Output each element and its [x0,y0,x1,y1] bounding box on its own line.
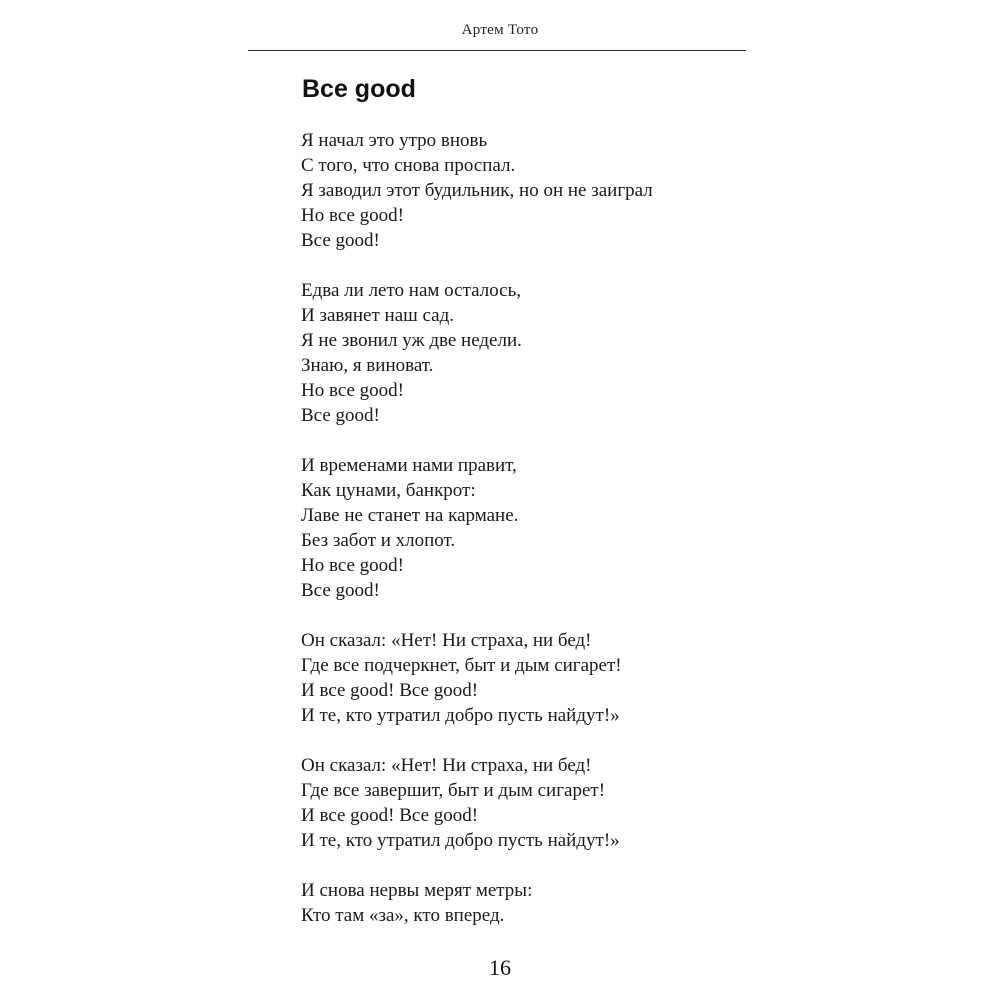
poem-line: Но все good! [301,555,405,576]
poem-line: Знаю, я виноват. [301,355,434,376]
poem-line: Но все good! [301,205,405,226]
poem-line: И те, кто утратил добро пусть найдут!» [301,705,620,726]
poem-line: Кто там «за», кто вперед. [301,905,505,926]
poem-body [301,128,761,953]
poem-line: Я заводил этот будильник, но он не заиграл [301,180,653,201]
stanza-4 [301,628,761,728]
poem-line: Все good! [301,230,380,251]
poem-line: Где все подчеркнет, быт и дым сигарет! [301,655,622,676]
poem-line: Все good! [301,405,380,426]
poem-line: Я начал это утро вновь [301,130,488,151]
poem-line: Но все good! [301,380,405,401]
poem-line: Едва ли лето нам осталось, [301,280,522,301]
poem-line: Где все завершит, быт и дым сигарет! [301,780,606,801]
poem-line: Он сказал: «Нет! Ни страха, ни бед! [301,755,592,776]
poem-line: И те, кто утратил добро пусть найдут!» [301,830,620,851]
poem-line: Без забот и хлопот. [301,530,456,551]
poem-line: Он сказал: «Нет! Ни страха, ни бед! [301,630,592,651]
poem-line: И все good! Все good! [301,805,479,826]
stanza-3 [301,453,761,603]
stanza-2 [301,278,761,428]
stanza-1 [301,128,761,253]
poem-line: Я не звонил уж две недели. [301,330,522,351]
poem-title: Все good [302,75,416,103]
running-head: Артем Тото [461,22,539,38]
poem-line: И временами нами правит, [301,455,517,476]
poem-line: И снова нервы мерят метры: [301,880,533,901]
poem-line: Как цунами, банкрот: [301,480,476,501]
stanza-5 [301,753,761,853]
poem-line: И все good! Все good! [301,680,479,701]
page-number: 16 [489,955,511,980]
poem-line: Лаве не станет на кармане. [301,505,519,526]
poem-line: С того, что снова проспал. [301,155,516,176]
header-rule [248,50,746,51]
stanza-6 [301,878,761,928]
poem-line: И завянет наш сад. [301,305,455,326]
poem-line: Все good! [301,580,380,601]
